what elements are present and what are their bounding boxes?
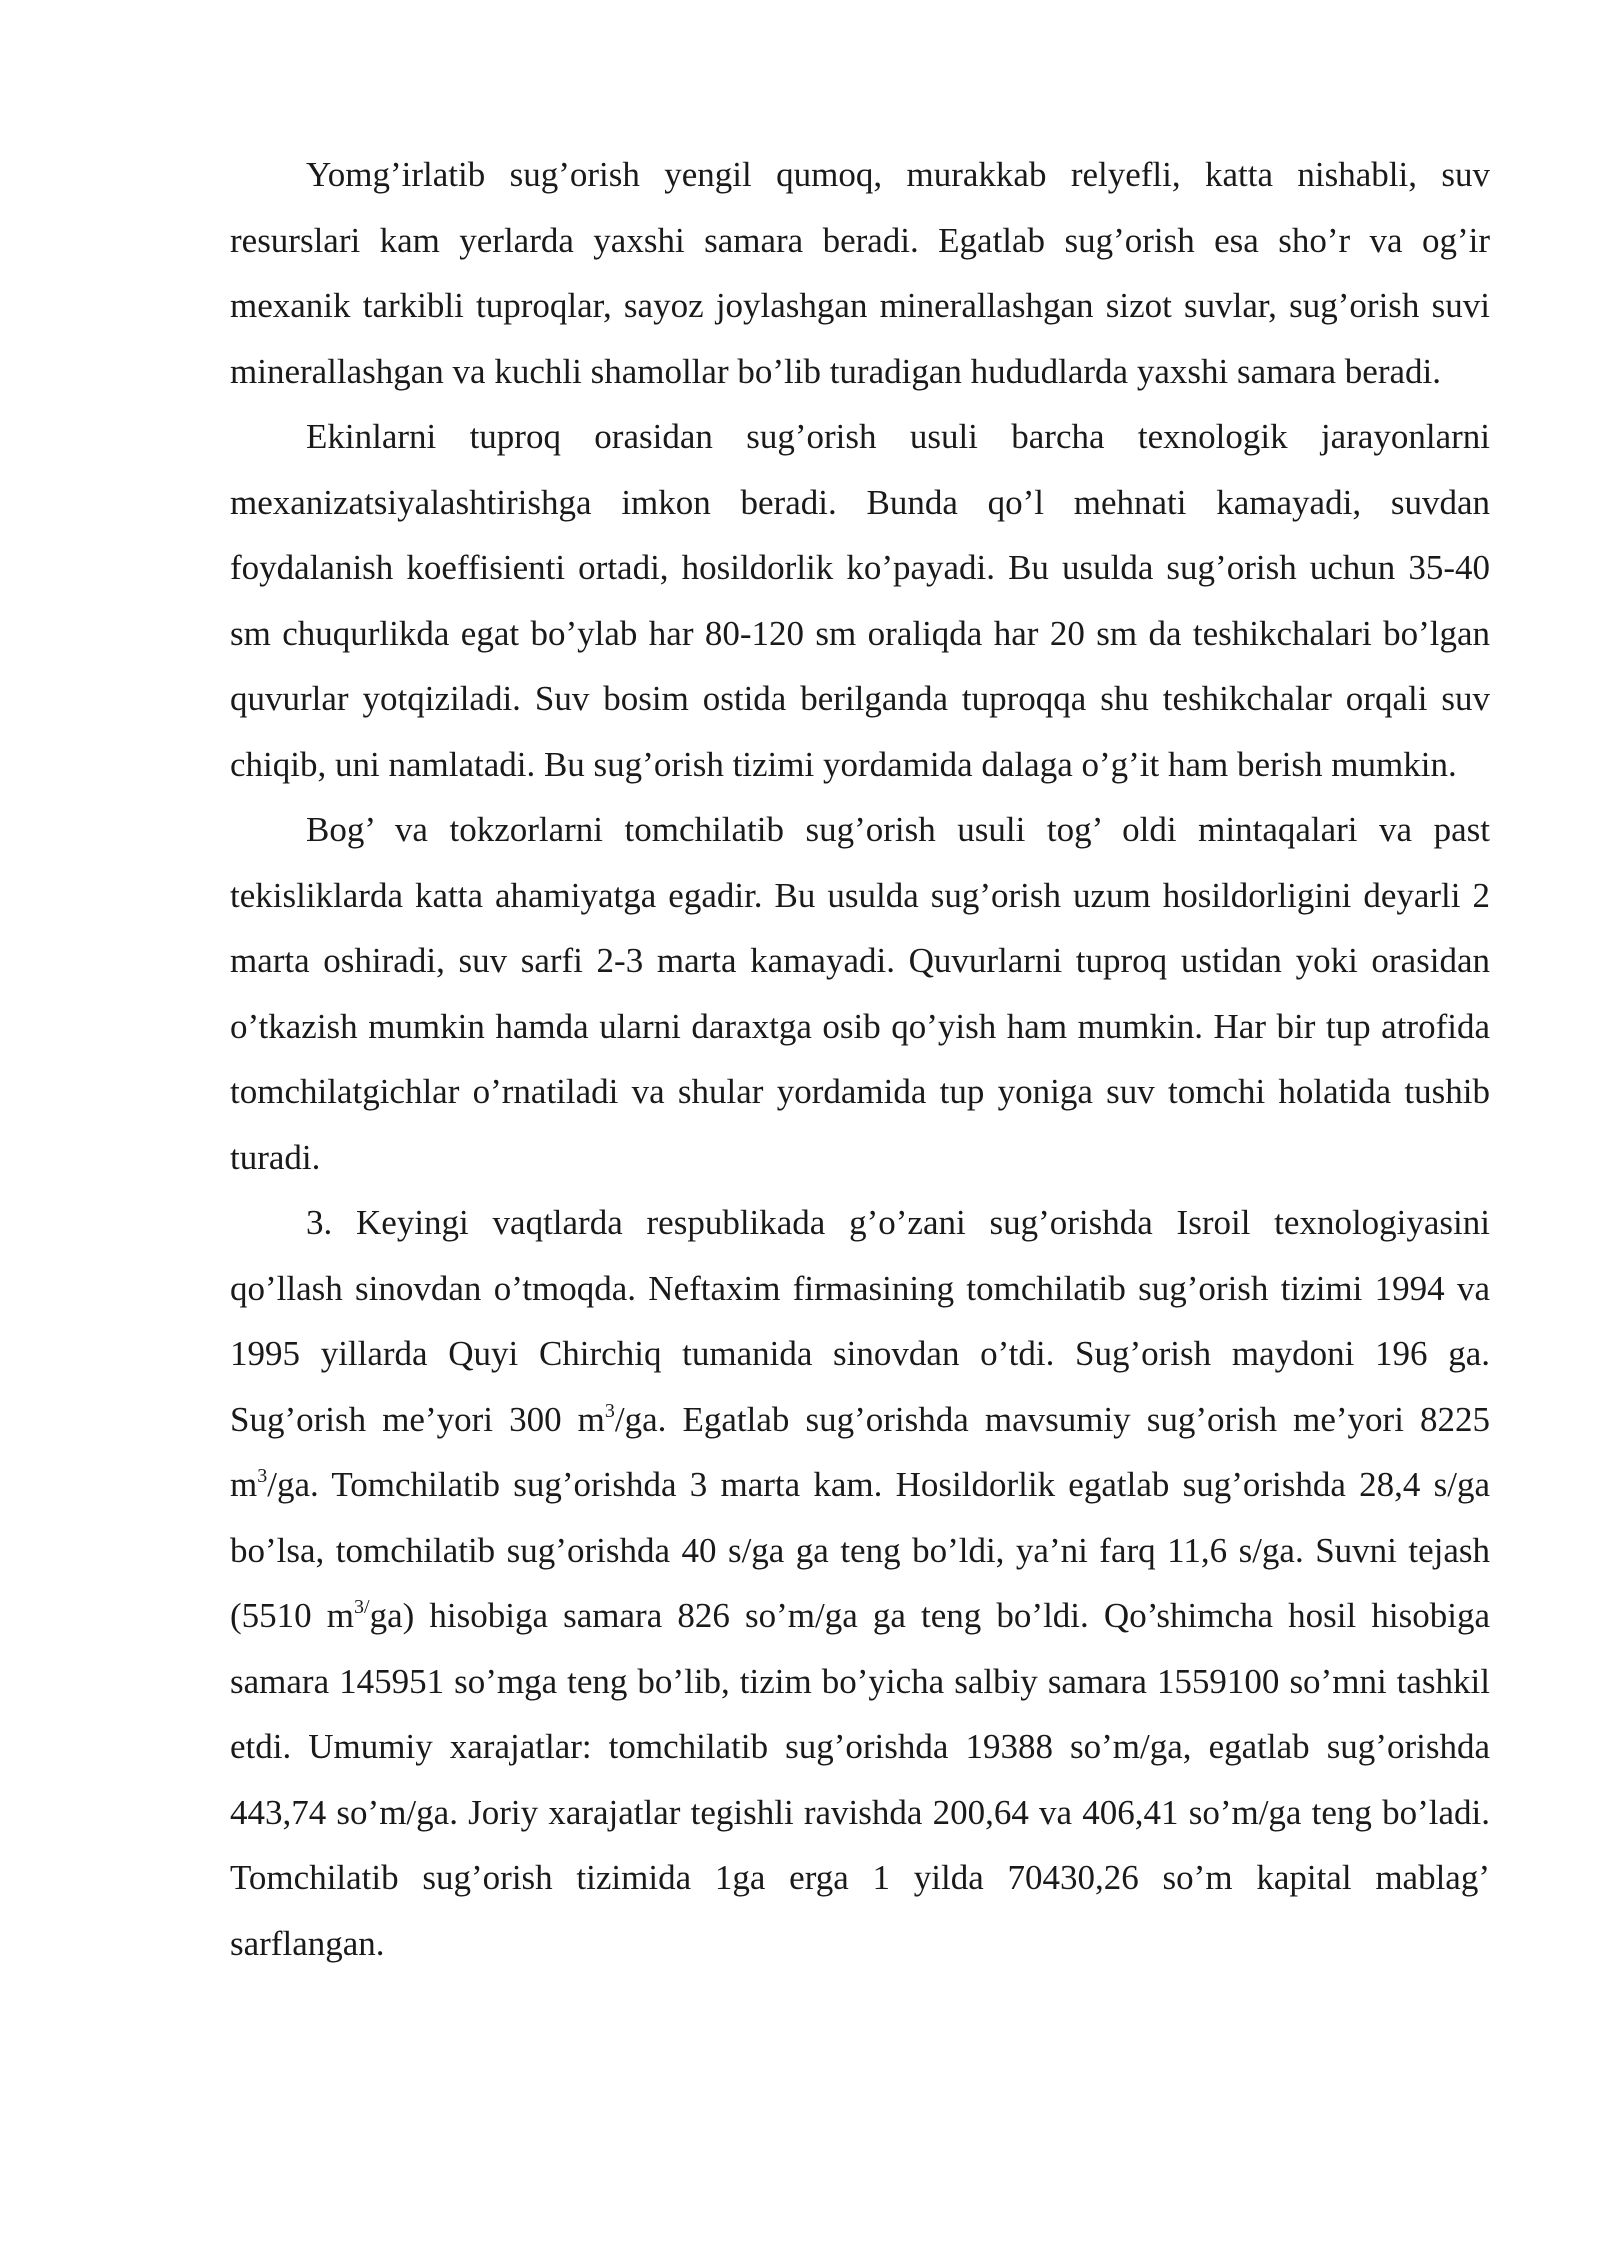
paragraph-sprinkler-irrigation: Yomg’irlatib sug’orish yengil qumoq, murakkab relyefli, katta nishabli, suv resurslari kam yerlarda yaxshi samara beradi. Egatlab sug’orish esa sho’r va og’ir mexanik tarkibli tuproqlar, sayoz joylashgan minerallashgan sizot suvlar, sug’orish suvi minerallashgan va kuchli shamollar bo’lib turadigan hududlarda yaxshi samara beradi. <box>230 155 1490 391</box>
superscript: 3 <box>257 1465 268 1487</box>
text-segment: 3. Keyingi vaqtlarda respublikada g’o’zani sug’orishda Isroil texnologiyasini qo’llash sinovdan o’tmoqda. Neftaxim firmasining tomchilatib sug’orish tizimi 1994 va 1995 yillarda Quyi Chirchiq tumanida sinovdan o’tdi. Sug’orish maydoni 196 ga. Sug’orish me’yori 300 m <box>230 1203 1490 1439</box>
text-segment: /ga. Tomchilatib sug’orishda 3 marta kam. Hosildorlik egatlab sug’orishda 28,4 s/ga bo’lsa, tomchilatib sug’orishda 40 s/ga ga teng bo’ldi, ya’ni farq 11,6 s/ga. Suvni tejash (5510 m <box>230 1465 1490 1635</box>
document-page <box>230 142 1490 1976</box>
paragraph-drip-irrigation-orchards: Bog’ va tokzorlarni tomchilatib sug’orish usuli tog’ oldi mintaqalari va past tekisliklarda katta ahamiyatga egadir. Bu usulda sug’orish uzum hosildorligini deyarli 2 marta oshiradi, suv sarfi 2-3 marta kamayadi. Quvurlarni tuproq ustidan yoki orasidan o’tkazish mumkin hamda ularni daraxtga osib qo’yish ham mumkin. Har bir tup atrofida tomchilatgichlar o’rnatiladi va shular yordamida tup yoniga suv tomchi holatida tushib turadi. <box>230 810 1490 1177</box>
text-segment: ga) hisobiga samara 826 so’m/ga ga teng bo’ldi. Qo’shimcha hosil hisobiga samara 145951 so’mga teng bo’lib, tizim bo’yicha salbiy samara 1559100 so’mni tashkil etdi. Umumiy xarajatlar: tomchilatib sug’orishda 19388 so’m/ga, egatlab sug’orishda 443,74 so’m/ga. Joriy xarajatlar tegishli ravishda 200,64 va 406,41 so’m/ga teng bo’ladi. Tomchilatib sug’orish tizimida 1ga erga 1 yilda 70430,26 so’m kapital mablag’ sarflangan. <box>230 1596 1490 1963</box>
text-segment: /ga. Egatlab sug’orishda mavsumiy sug’orish me’yori 8225 m <box>230 1399 1490 1504</box>
superscript: 3/ <box>354 1596 370 1618</box>
superscript: 3 <box>604 1399 615 1422</box>
paragraph-israeli-technology <box>230 1190 1490 1976</box>
paragraph-subsurface-irrigation: Ekinlarni tuproq orasidan sug’orish usuli barcha texnologik jarayonlarni mexanizatsiyalashtirishga imkon beradi. Bunda qo’l mehnati kamayadi, suvdan foydalanish koeffisienti ortadi, hosildorlik ko’payadi. Bu usulda sug’orish uchun 35-40 sm chuqurlikda egat bo’ylab har 80-120 sm oraliqda har 20 sm da teshikchalari bo’lgan quvurlar yotqiziladi. Suv bosim ostida berilganda tuproqqa shu teshikchalar orqali suv chiqib, uni namlatadi. Bu sug’orish tizimi yordamida dalaga o’g’it ham berish mumkin. <box>230 417 1490 784</box>
